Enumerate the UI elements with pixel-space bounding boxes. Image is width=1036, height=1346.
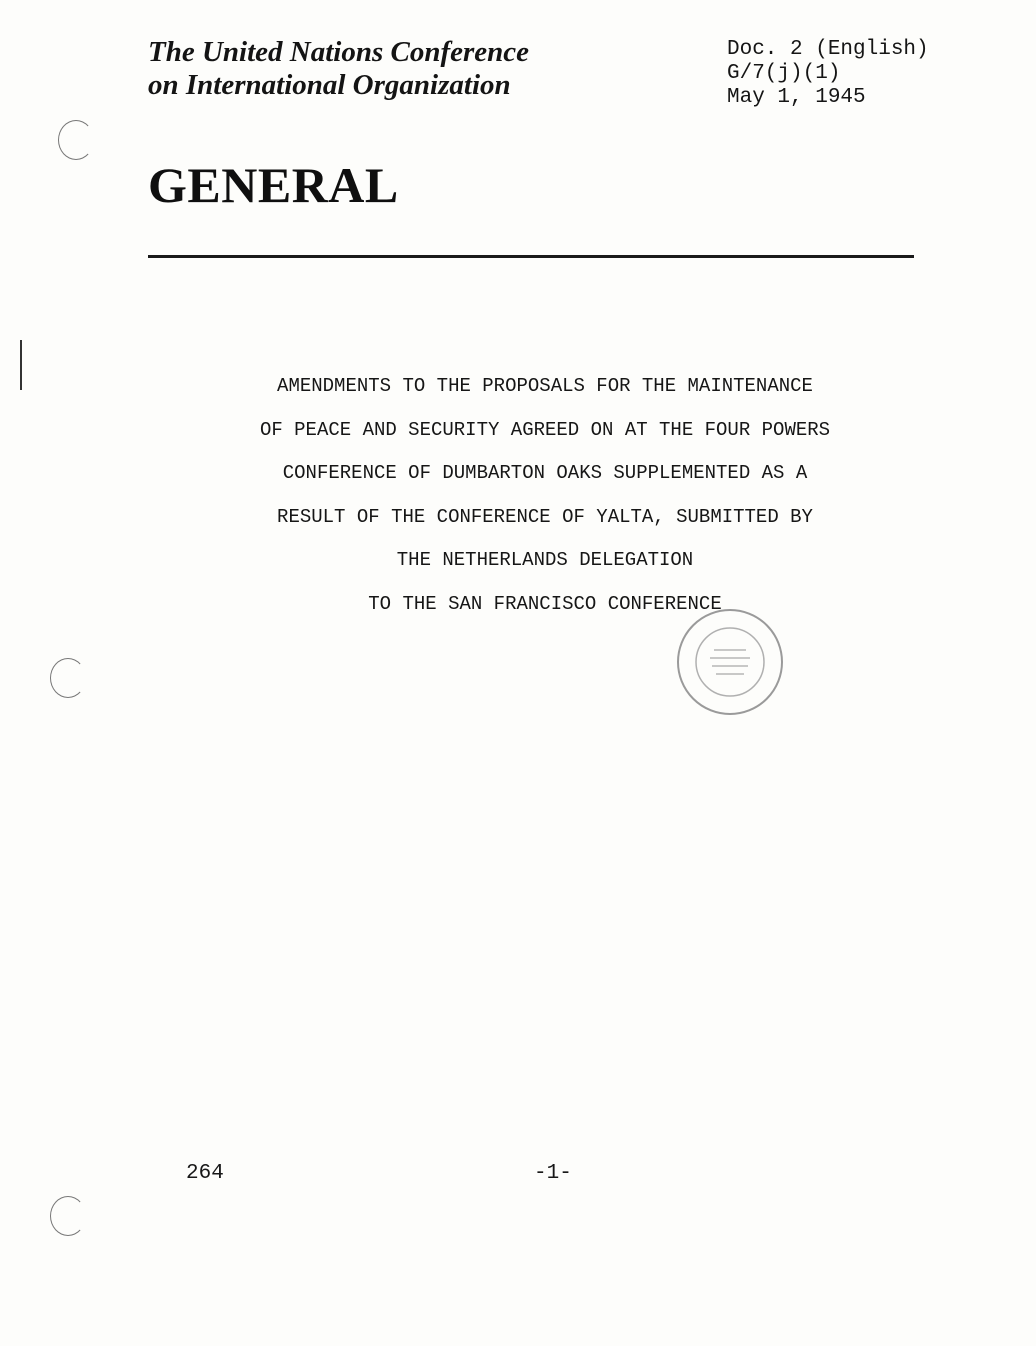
document-date: May 1, 1945 (727, 86, 866, 109)
punch-hole-icon (50, 658, 86, 698)
page-number: -1- (534, 1162, 572, 1185)
heading-line: OF PEACE AND SECURITY AGREED ON AT THE FOUR POWERS (259, 418, 831, 441)
document-code: G/7(j)(1) (727, 62, 841, 85)
document-heading (150, 365, 940, 626)
document-metadata (727, 38, 1017, 110)
archive-stamp-icon (674, 606, 786, 718)
heading-line: TO THE SAN FRANCISCO CONFERENCE (368, 592, 722, 615)
document-number: Doc. 2 (English) (727, 38, 929, 61)
organization-title (148, 36, 668, 102)
category-heading: GENERAL (148, 157, 399, 213)
punch-hole-icon (58, 120, 94, 160)
organization-title-line: on International Organization (148, 69, 511, 101)
heading-line: AMENDMENTS TO THE PROPOSALS FOR THE MAINTENANCE (277, 375, 813, 397)
punch-hole-icon (50, 1196, 86, 1236)
organization-title-line: The United Nations Conference (148, 36, 530, 68)
heading-line: CONFERENCE OF DUMBARTON OAKS SUPPLEMENTED AS A (282, 462, 808, 484)
horizontal-rule (148, 255, 914, 258)
margin-mark (20, 340, 22, 390)
archive-number: 264 (186, 1162, 224, 1185)
heading-line: RESULT OF THE CONFERENCE OF YALTA, SUBMITTED BY (277, 505, 813, 528)
heading-line: THE NETHERLANDS DELEGATION (396, 549, 694, 571)
